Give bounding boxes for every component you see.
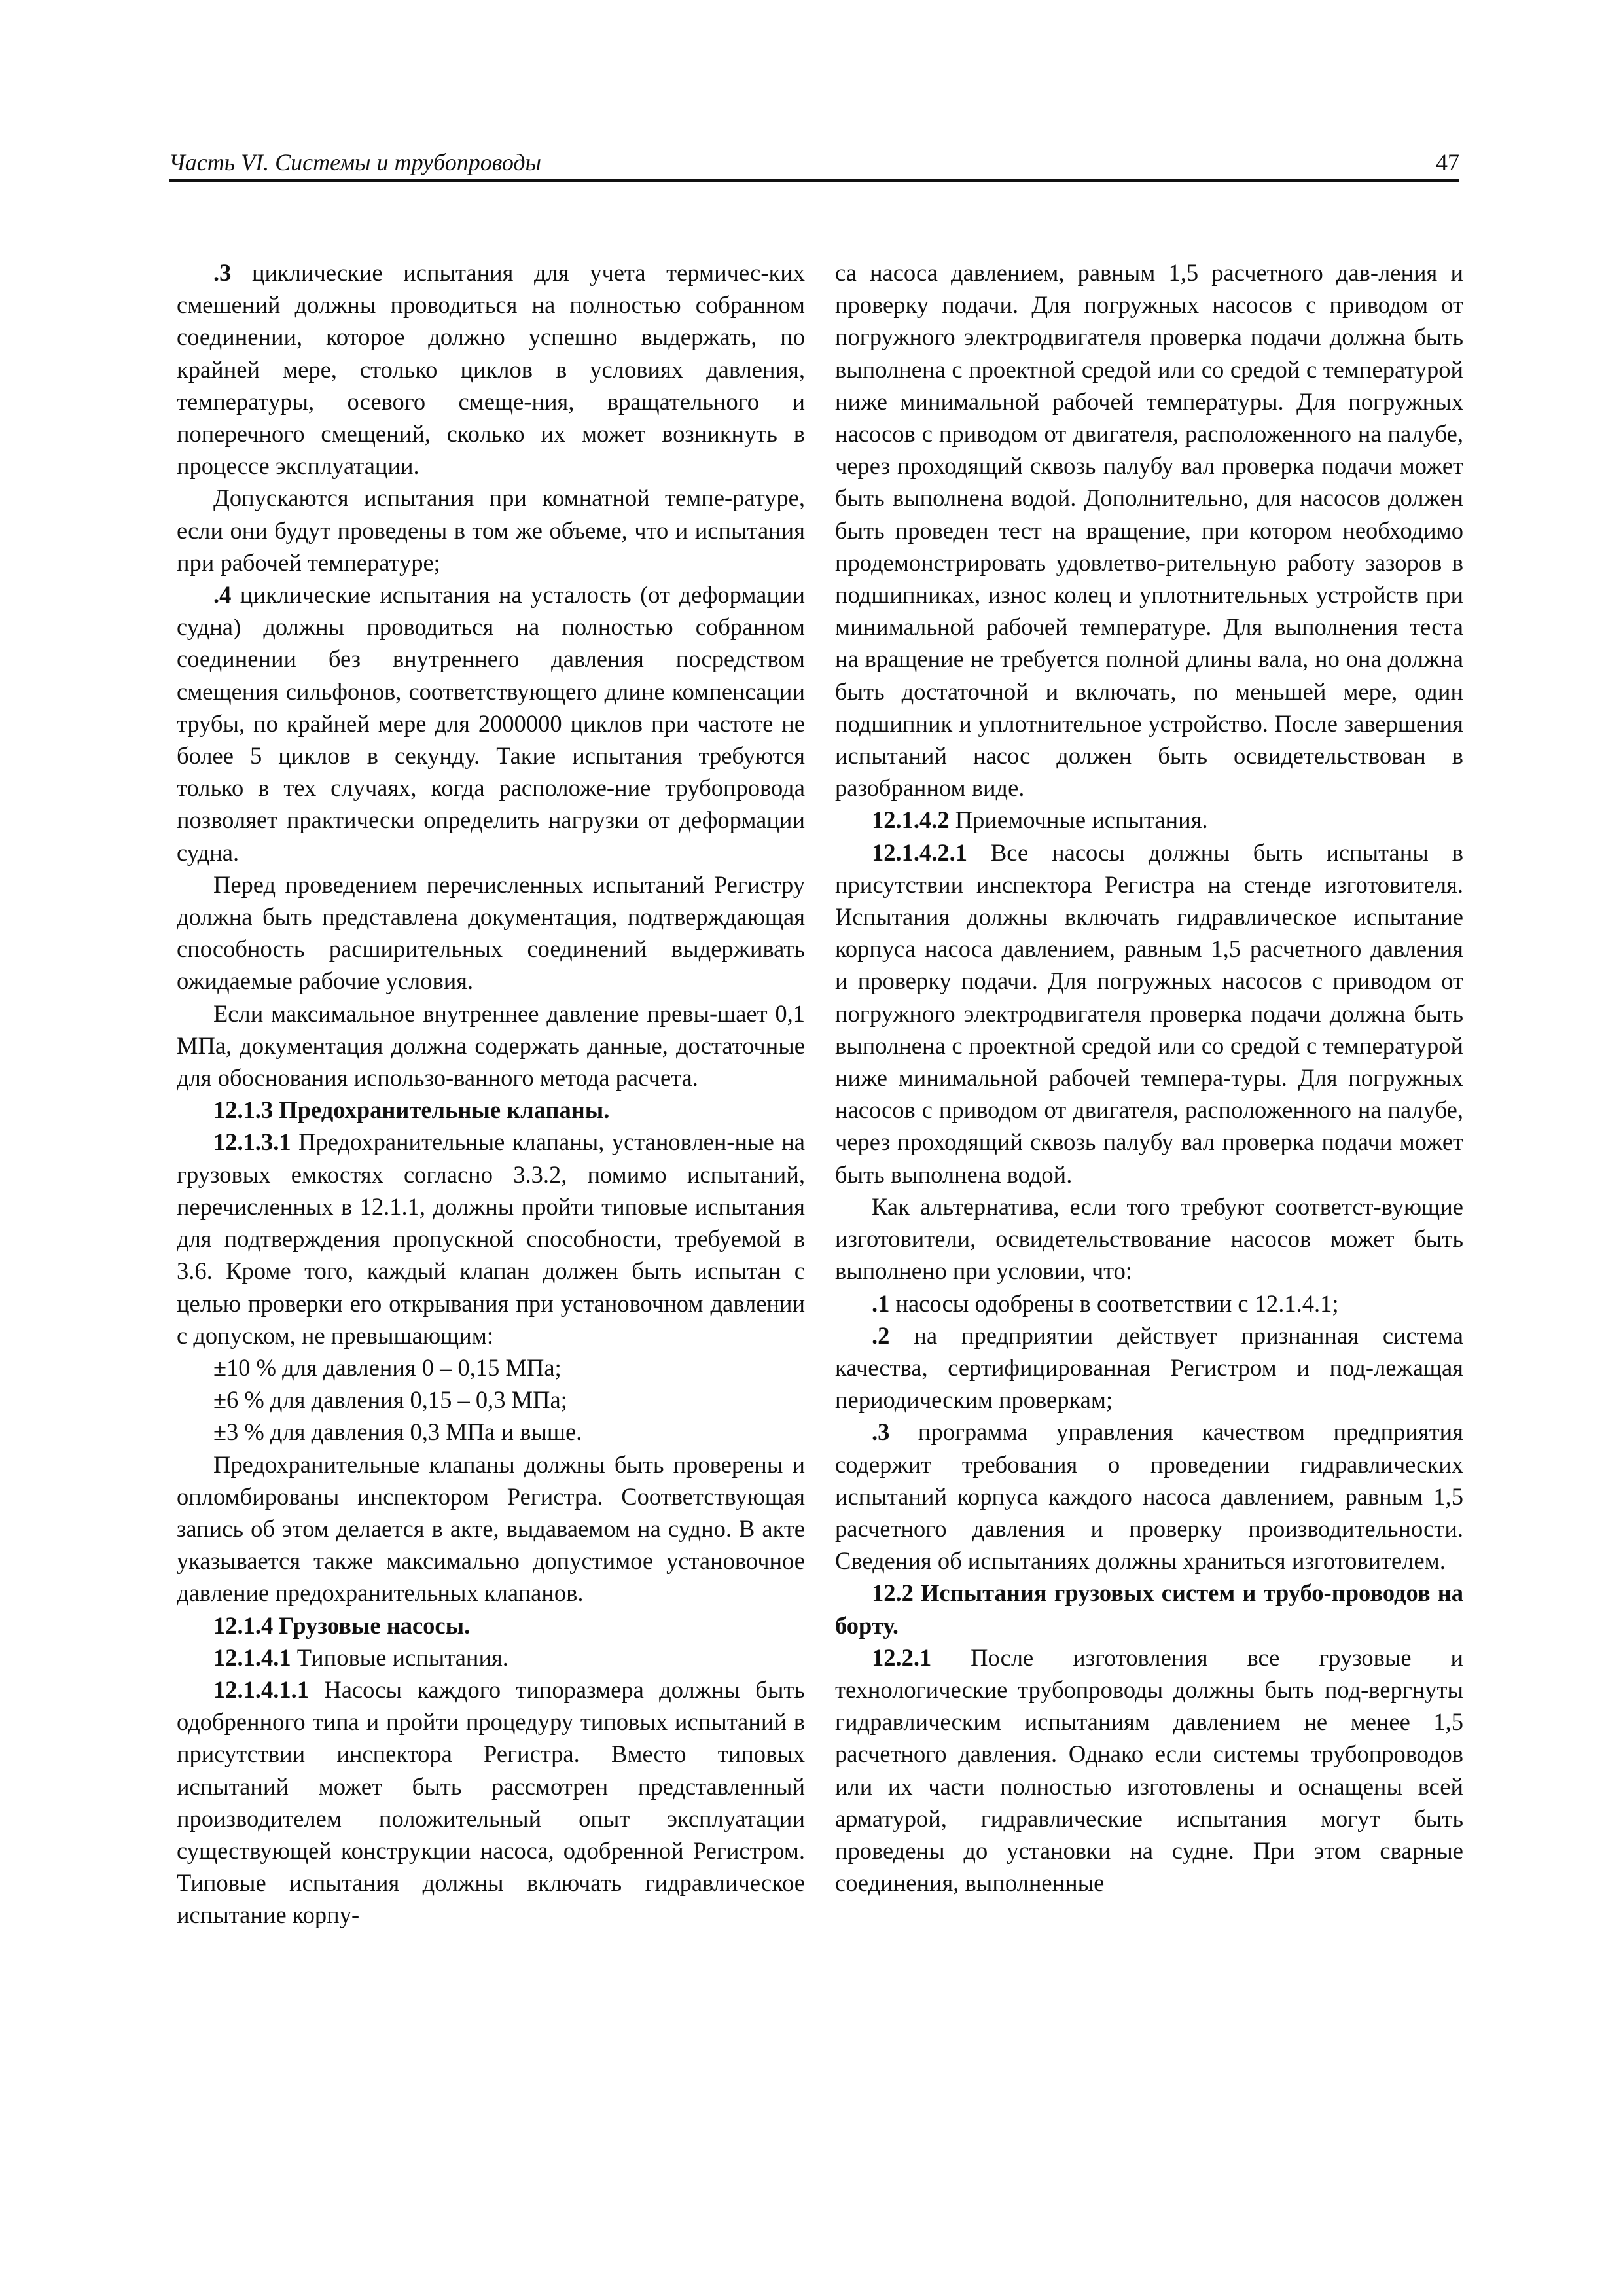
paragraph: [177, 1384, 805, 1416]
paragraph-text: циклические испытания для учета термичес-ких смешений должны проводиться на полностью собранном соединении, которое должно успешно выдержать, по крайней мере, столько циклов в условиях давления, температуры, осевого смеще-ния, вращательного и поперечного смещений, сколько их может возникнуть в процессе эксплуатации.: [177, 259, 805, 480]
paragraph: [177, 997, 805, 1094]
paragraph-text: Допускаются испытания при комнатной темпе-ратуре, если они будут проведены в том же объеме, что и испытания при рабочей температуре;: [177, 484, 805, 576]
paragraph-lead: 12.1.4.1: [213, 1643, 291, 1671]
paragraph-lead: .3: [872, 1418, 890, 1446]
paragraph: [177, 257, 805, 482]
paragraph-text: са насоса давлением, равным 1,5 расчетного дав-ления и проверку подачи. Для погружных насосов с приводом от погружного электродвигателя проверка подачи должна быть выполнена с проектной средой или со средой с температурой ниже минимальной рабочей температуры. Для погружных насосов с приводом от двигателя, расположенного на палубе, через проходящий сквозь палубу вал проверка подачи может быть выполнена водой. Дополнительно, для насосов должен быть проведен тест на вращение, при котором необходимо продемонстрировать удовлетво-рительную работу зазоров в подшипниках, износ колец и уплотнительных устройств при минимальной рабочей температуре. Для выполнения теста на вращение не требуется полной длины вала, но она должна быть достаточной и включать, по меньшей мере, один подшипник и уплотнительное устройство. После завершения испытаний насос должен быть освидетельствован в разобранном виде.: [835, 259, 1463, 802]
paragraph: [177, 579, 805, 869]
paragraph: [835, 1641, 1463, 1899]
paragraph: [835, 1319, 1463, 1416]
right-column: [835, 257, 1463, 1899]
paragraph-text: Предохранительные клапаны должны быть проверены и опломбированы инспектором Регистра. Соответствующая запись об этом делается в акте, выдаваемом на судно. В акте указывается также максимально допустимое установочное давление предохранительных клапанов.: [177, 1450, 805, 1607]
paragraph-text: насосы одобрены в соответствии с 12.1.4.1;: [889, 1289, 1339, 1317]
paragraph-lead: 12.1.4.2: [872, 806, 950, 834]
paragraph-lead: .2: [872, 1321, 890, 1349]
paragraph: [835, 1577, 1463, 1641]
paragraph-lead: .1: [872, 1289, 890, 1317]
paragraph-text: циклические испытания на усталость (от деформации судна) должны проводиться на полностью собранном соединении без внутреннего давления посредством смещения сильфонов, соответствующего длине компенсации трубы, по крайней мере для 2000000 циклов при частоте не более 5 циклов в секунду. Такие испытания требуются только в тех случаях, когда расположе-ние трубопровода позволяет практически определить нагрузки от деформации судна.: [177, 581, 805, 866]
header-title: Часть VI. Системы и трубопроводы: [169, 149, 541, 175]
paragraph-text: ±10 % для давления 0 – 0,15 МПа;: [213, 1354, 562, 1381]
paragraph: [177, 1416, 805, 1448]
paragraph-text: Все насосы должны быть испытаны в присутствии инспектора Регистра на стенде изготовителя. Испытания должны включать гидравлическое испытание корпуса насоса давлением, равным 1,5 расчетного давления и проверку подачи. Для погружных насосов с приводом от погружного электродвигателя проверка подачи должна быть выполнена с проектной средой или со средой с температурой ниже минимальной рабочей темпера-туры. Для погружных насосов с приводом от двигателя, расположенного на палубе, через проходящий сквозь палубу вал проверка подачи может быть выполнена водой.: [835, 838, 1463, 1188]
paragraph-lead: 12.1.4.1.1: [213, 1676, 309, 1703]
paragraph: [177, 1609, 805, 1641]
paragraph-text: программа управления качеством предприятия содержит требования о проведении гидравлических испытаний корпуса каждого насоса давлением, равным 1,5 расчетного давления и проверку производительности. Сведения об испытаниях должны храниться изготовителем.: [835, 1418, 1463, 1575]
running-header: [169, 145, 1459, 182]
paragraph: [177, 482, 805, 579]
paragraph: [835, 1287, 1463, 1319]
paragraph: [835, 836, 1463, 1191]
paragraph-lead: .3: [213, 259, 232, 286]
paragraph: [177, 1352, 805, 1384]
paragraph: [835, 1191, 1463, 1287]
paragraph-lead: 12.2.1: [872, 1643, 932, 1671]
paragraph: [177, 1094, 805, 1126]
paragraph-text: Предохранительные клапаны, установлен-ные на грузовых емкостях согласно 3.3.2, помимо испытаний, перечисленных в 12.1.1, должны пройти типовые испытания для подтверждения пропускной способности, требуемой в 3.6. Кроме того, каждый клапан должен быть испытан с целью проверки его открывания при установочном давлении с допуском, не превышающим:: [177, 1128, 805, 1349]
paragraph-lead: .4: [213, 581, 232, 609]
paragraph: [177, 1641, 805, 1674]
paragraph: [835, 804, 1463, 836]
paragraph-text: Насосы каждого типоразмера должны быть одобренного типа и пройти процедуру типовых испытаний в присутствии инспектора Регистра. Вместо типовых испытаний может быть рассмотрен представленный производителем положительный опыт эксплуатации существующей конструкции насоса, одобренной Регистром. Типовые испытания должны включать гидравлическое испытание корпу-: [177, 1676, 805, 1929]
paragraph-text: на предприятии действует признанная система качества, сертифицированная Регистром и под-лежащая периодическим проверкам;: [835, 1321, 1463, 1414]
paragraph: [835, 257, 1463, 804]
paragraph: [835, 1416, 1463, 1577]
paragraph: [177, 869, 805, 997]
paragraph-lead: 12.1.3 Предохранительные клапаны.: [213, 1096, 610, 1124]
paragraph: [177, 1674, 805, 1931]
paragraph-lead: 12.1.3.1: [213, 1128, 291, 1156]
paragraph-text: ±3 % для давления 0,3 МПа и выше.: [213, 1418, 582, 1446]
paragraph-text: Перед проведением перечисленных испытаний Регистру должна быть представлена документация, подтверждающая способность расширительных соединений выдерживать ожидаемые рабочие условия.: [177, 870, 805, 995]
paragraph-text: Типовые испытания.: [291, 1643, 508, 1671]
paragraph: [177, 1448, 805, 1609]
paragraph-text: Если максимальное внутреннее давление превы-шает 0,1 МПа, документация должна содержать данные, достаточные для обоснования использо-ванного метода расчета.: [177, 999, 805, 1092]
paragraph-lead: 12.2 Испытания грузовых систем и трубо-проводов на борту.: [835, 1579, 1463, 1639]
paragraph-text: ±6 % для давления 0,15 – 0,3 МПа;: [213, 1386, 567, 1414]
paragraph-lead: 12.1.4 Грузовые насосы.: [213, 1611, 471, 1639]
left-column: [177, 257, 805, 1931]
paragraph-text: Приемочные испытания.: [949, 806, 1208, 834]
paragraph-text: После изготовления все грузовые и технологические трубопроводы должны быть под-вергнуты гидравлическим испытаниям давлением не менее 1,5 расчетного давления. Однако если системы трубопроводов или их части полностью изготовлены и оснащены всей арматурой, гидравлические испытания могут быть проведены до установки на судне. При этом сварные соединения, выполненные: [835, 1643, 1463, 1897]
page-number: 47: [1436, 149, 1459, 175]
paragraph-text: Как альтернатива, если того требуют соответст-вующие изготовители, освидетельствование насосов может быть выполнено при условии, что:: [835, 1193, 1463, 1285]
paragraph-lead: 12.1.4.2.1: [872, 838, 967, 866]
paragraph: [177, 1126, 805, 1351]
